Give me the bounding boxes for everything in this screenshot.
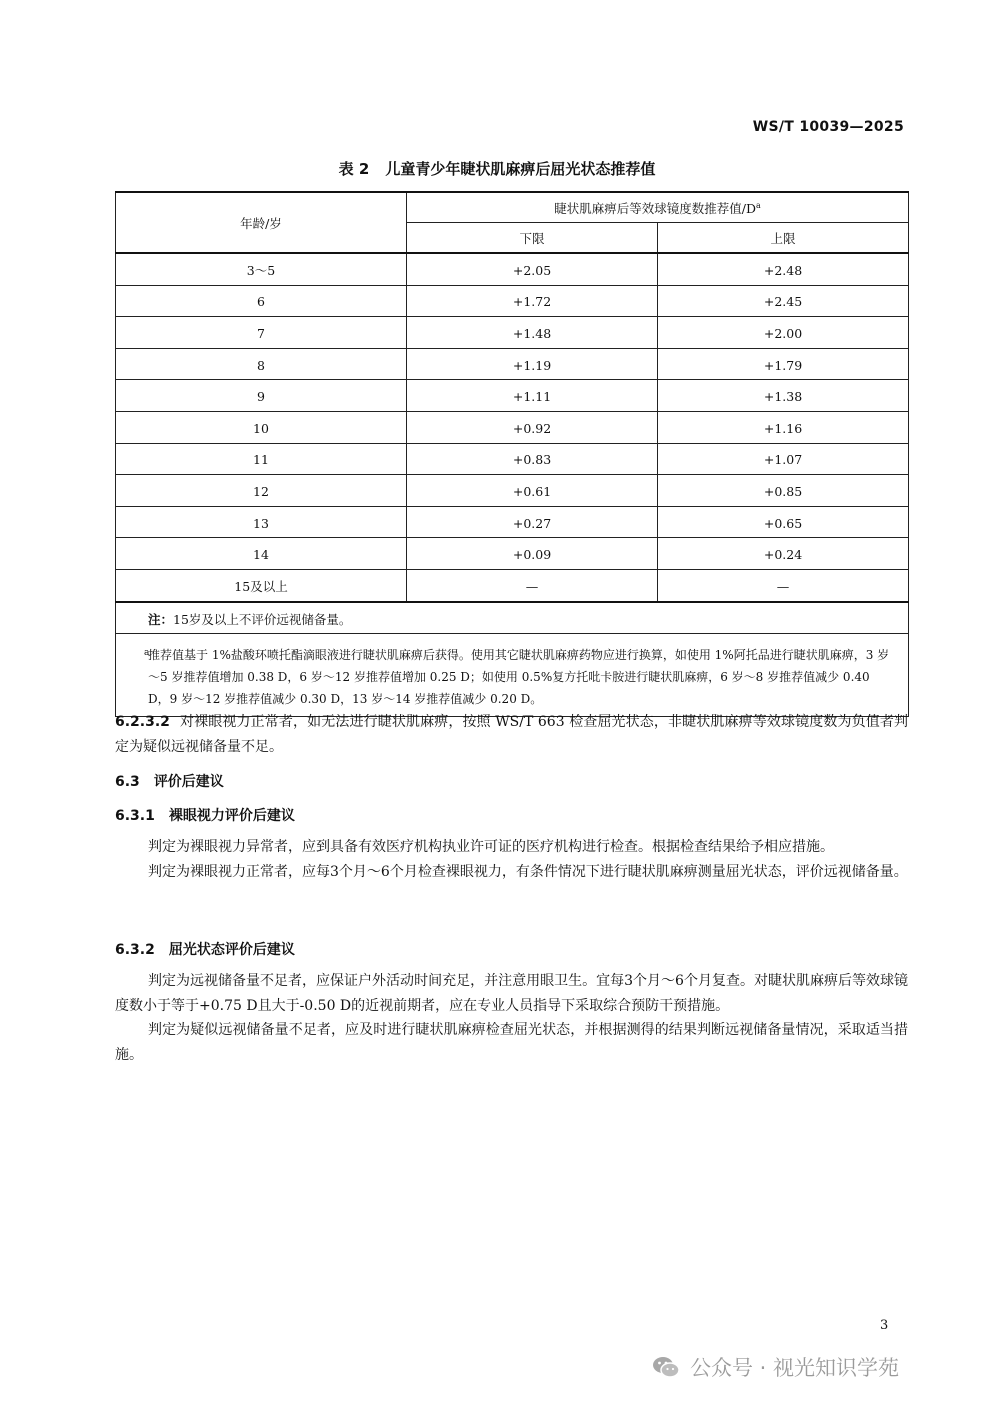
header-group: 睫状肌麻痹后等效球镜度数推荐值$/D^a$ [407,192,909,223]
cell-upper: +1.38 [658,380,909,412]
cell-lower: +0.27 [407,506,658,538]
cell-lower: +2.05 [407,253,658,285]
footnote-text: 推荐值基于 1%盐酸环喷托酯滴眼液进行睫状肌麻痹后获得。使用其它睫状肌麻痹药物应进行换算，如使用 1%阿托品进行睫状肌麻痹，3 岁～5 岁推荐值增加 0.38 D，6 岁～12 岁推荐值增加 0.25 D；如使用 0.5%复方托吡卡胺进行睫状肌麻痹，6 岁～8 岁推荐值减少 0.40 D，9 岁～12 岁推荐值减少 0.30 D，13 岁～14 岁推荐值减少 0.20 D。 [148,647,890,706]
refraction-table [115,191,909,717]
cell-lower: +0.83 [407,443,658,475]
cell-age: 7 [116,317,407,349]
table-row [116,317,909,349]
cell-upper: +0.24 [658,538,909,570]
wechat-icon [652,1355,680,1379]
section-6-3-heading: 6.3 评价后建议 [115,774,224,790]
section-6-3-1-heading: 6.3.1 裸眼视力评价后建议 [115,808,295,824]
cell-lower: — [407,569,658,601]
table-row [116,348,909,380]
table-row [116,285,909,317]
cell-lower: +0.61 [407,475,658,507]
table-row [116,380,909,412]
section-6-3-2-body [115,969,908,1067]
table-row [116,443,909,475]
table-number: 表 2 [338,160,370,178]
table-body [116,253,909,602]
table-row [116,538,909,570]
table-row [116,506,909,538]
cell-age: 9 [116,380,407,412]
cell-lower: +0.92 [407,411,658,443]
section-6-3-1-body [115,835,908,884]
cell-upper: +0.65 [658,506,909,538]
footnote-marker: a [755,200,761,210]
table-title [0,158,994,179]
table-title-text: 儿童青少年睫状肌麻痹后屈光状态推荐值 [385,160,656,178]
cell-upper: +2.48 [658,253,909,285]
cell-lower: +1.11 [407,380,658,412]
cell-upper: +1.16 [658,411,909,443]
cell-upper: — [658,569,909,601]
paragraph: 判定为疑似远视储备量不足者，应及时进行睫状肌麻痹检查屈光状态，并根据测得的结果判断远视储备量情况，采取适当措施。 [115,1022,908,1063]
table-row [116,411,909,443]
cell-age: 11 [116,443,407,475]
cell-upper: +2.00 [658,317,909,349]
cell-age: 3～5 [116,253,407,285]
table-footnote [116,633,909,716]
table-row [116,475,909,507]
cell-age: 8 [116,348,407,380]
paragraph: 判定为裸眼视力正常者，应每3个月～6个月检查裸眼视力，有条件情况下进行睫状肌麻痹测量屈光状态，评价远视储备量。 [148,863,908,880]
cell-age: 14 [116,538,407,570]
watermark [652,1352,899,1382]
header-lower: 下限 [407,223,658,254]
cell-upper: +1.07 [658,443,909,475]
table-note [116,602,909,634]
cell-lower: +1.48 [407,317,658,349]
clause-6-2-3-2 [115,710,908,759]
header-upper: 上限 [658,223,909,254]
cell-age: 12 [116,475,407,507]
table-row [116,253,909,285]
cell-upper: +0.85 [658,475,909,507]
cell-age: 10 [116,411,407,443]
watermark-text: 公众号 · 视光知识学苑 [690,1356,900,1380]
paragraph: 判定为裸眼视力异常者，应到具备有效医疗机构执业许可证的医疗机构进行检查。根据检查结果给予相应措施。 [148,839,834,855]
cell-lower: +1.72 [407,285,658,317]
clause-number: 6.2.3.2 [115,714,170,730]
cell-age: 13 [116,506,407,538]
table-row [116,569,909,601]
note-text: 15岁及以上不评价远视储备量。 [173,611,352,627]
footnote-mark: a [144,647,150,658]
cell-upper: +1.79 [658,348,909,380]
note-label: 注： [148,611,174,627]
cell-age: 15及以上 [116,569,407,601]
section-6-3-2-heading: 6.3.2 屈光状态评价后建议 [115,942,295,958]
cell-lower: +0.09 [407,538,658,570]
cell-lower: +1.19 [407,348,658,380]
paragraph: 判定为远视储备量不足者，应保证户外活动时间充足，并注意用眼卫生。宜每3个月～6个月复查。对睫状肌麻痹后等效球镜度数小于等于+0.75 D且大于-0.50 D的近视前期者，应在专业人员指导下采取综合预防干预措施。 [115,973,908,1014]
cell-age: 6 [116,285,407,317]
standard-code: WS/T 10039—2025 [752,119,904,135]
cell-upper: +2.45 [658,285,909,317]
page-number: 3 [880,1318,889,1333]
header-age: 年龄/岁 [116,192,407,253]
clause-text: 对裸眼视力正常者，如无法进行睫状肌麻痹，按照 WS/T 663 检查屈光状态，非睫状肌麻痹等效球镜度数为负值者判定为疑似远视储备量不足。 [115,714,908,755]
